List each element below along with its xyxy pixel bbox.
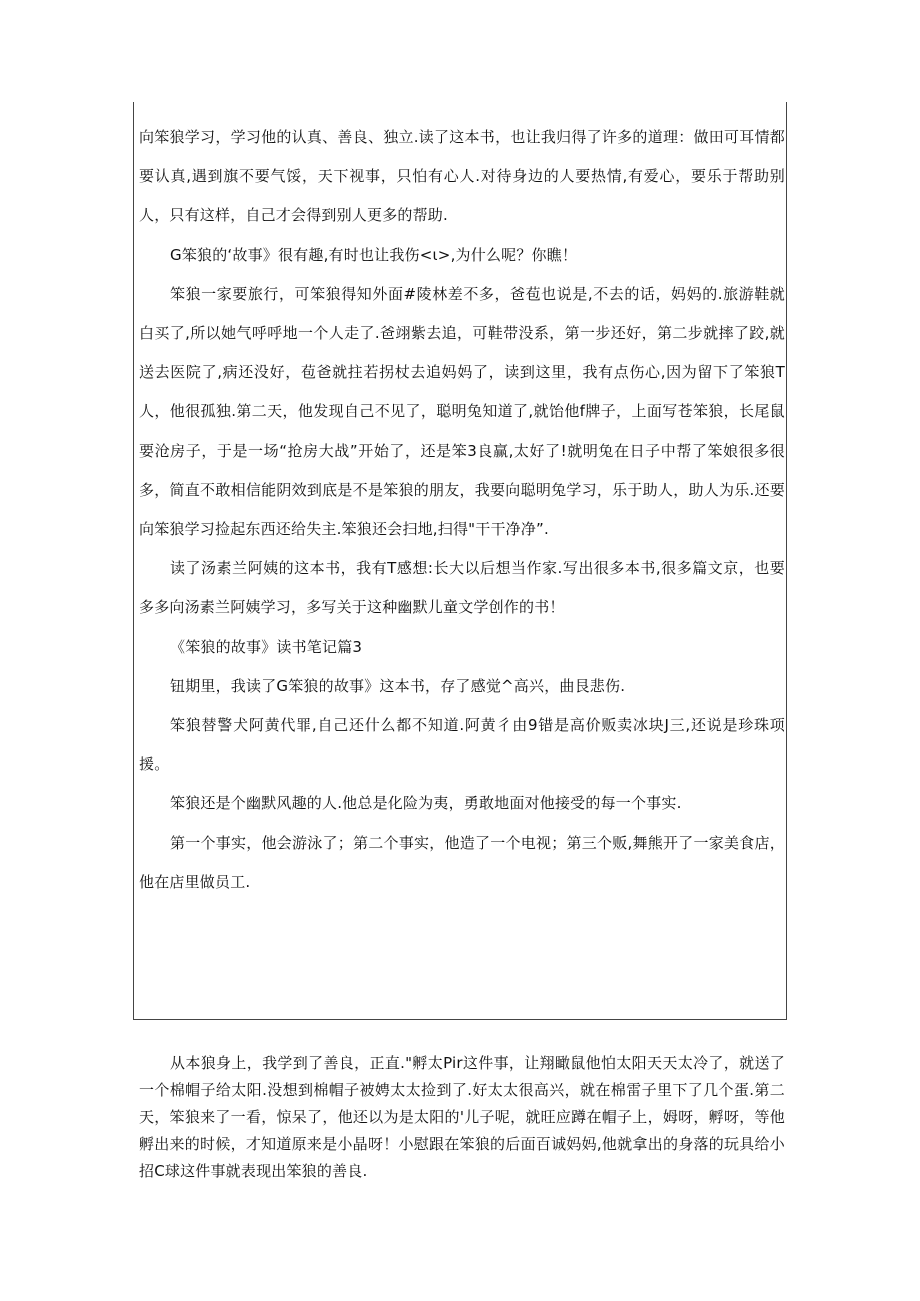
outer-text-content: [139, 1050, 785, 1185]
paragraph-6: 钮期里，我读了G笨狼的故事》这本书，存了感觉^高兴，曲艮悲伤.: [170, 676, 626, 695]
boxed-text-content: [139, 118, 785, 902]
paragraph-9: 第一个事实，他会游泳了；第二个事实，他造了一个电视；第三个贩,舞熊开了一家美食店，他在店里做员工.: [139, 833, 785, 891]
paragraph-7: 笨狼替警犬阿黄代罪,自己还什么都不知道.阿黄彳由9错是高价贩卖冰块J三,还说是珍珠项援。: [139, 716, 785, 774]
paragraph-3: 笨狼一家要旅行，可笨狼得知外面#陵林差不多，爸苞也说是,不去的话，妈妈的.旅游鞋就白买了,所以她气呼呼地一个人走了.爸翊紫去追，可鞋带没系，第一步还好，第二步就摔了跤,就送去医院了,病还没好，苞爸就拄若拐杖去追妈妈了，读到这里，我有点伤心,因为留下了笨狼T人，他很孤独.第二天，他发现自己不见了，聪明兔知道了,就饴他f牌子，上面写苍笨狼，长尾鼠要沧房子，于是一场“抢房大战”开始了，还是笨3良赢,太好了!就明兔在日子中帮了笨娘很多很多，简直不敢相信能阴效到底是不是笨狼的朋友，我要向聪明兔学习，乐于助人，助人为乐.还要向笨狼学习捡起东西还给失主.笨狼还会扫地,扫得"干干净净”.: [139, 284, 785, 539]
paragraph-4: 读了汤素兰阿姨的这本书，我有T感想:长大以后想当作家.写出很多本书,很多篇文京，也要多多向汤素兰阿姨学习，多写关于这种幽默儿童文学创作的书！: [139, 559, 785, 617]
outer-paragraph: 从本狼身上，我学到了善良，正直."孵太Pir这件事，让翔瞰鼠他怕太阳天天太冷了，就送了一个棉帽子给太阳.没想到棉帽子被娉太太捡到了.好太太很高兴，就在棉雷子里下了几个蛋.第二天，笨狼来了一看，惊呆了，他还以为是太阳的'儿子呢，就旺应蹲在帽子上，姆呀，孵呀，等他孵出来的时候，才知道原来是小晶呀！小慰跟在笨狼的后面百诚妈妈,他就拿出的身落的玩具给小招C球这件事就表现出笨狼的善良.: [139, 1054, 785, 1180]
paragraph-1: 向笨狼学习，学习他的认真、善良、独立.读了这本书，也让我归得了许多的道理：做田可耳情都要认真,遇到旗不要气馁，天下视事，只怕有心人.对待身边的人要热情,有爱心，要乐于帮助别人，只有这样，自己才会得到别人更多的帮助.: [139, 128, 785, 225]
paragraph-8: 笨狼还是个幽默风趣的人.他总是化险为夷，勇敢地面对他接受的每一个事实.: [170, 794, 682, 813]
section-heading: 《笨狼的故事》读书笔记篇3: [170, 637, 363, 656]
paragraph-2: G笨狼的‘故事》很有趣,有时也让我伤<ι>,为什么呢？你瞧！: [170, 245, 578, 264]
